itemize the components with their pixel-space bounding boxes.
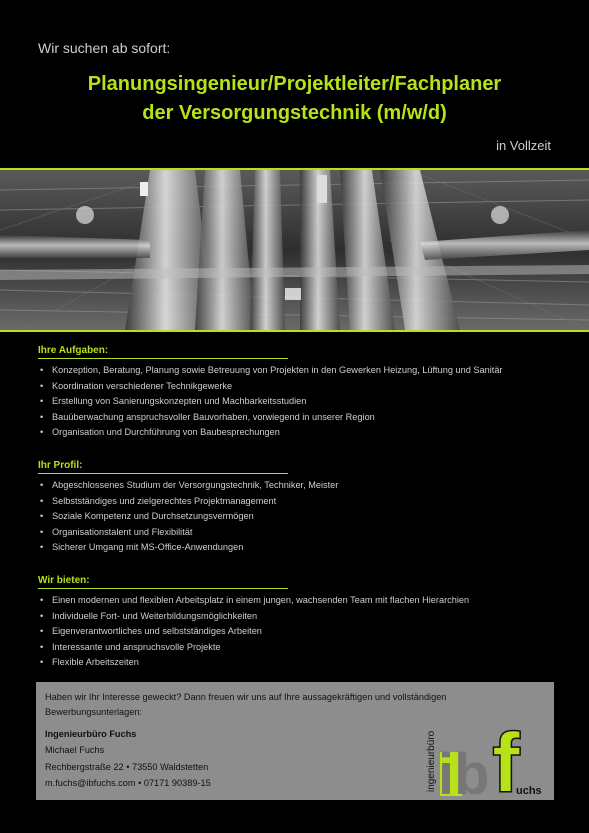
logo-word: uchs: [516, 785, 542, 797]
company-name: Ingenieurbüro Fuchs: [45, 729, 137, 739]
bullet-icon: •: [40, 365, 44, 375]
bullet-icon: •: [40, 526, 44, 537]
job-title-line-2: der Versorgungstechnik (m/w/d): [142, 102, 447, 124]
list-item: • Selbstständiges und zielgerechtes Projektmanagement: [38, 494, 558, 510]
bullet-icon: •: [40, 595, 44, 605]
offer-divider: [38, 588, 288, 589]
bullet-icon: •: [40, 511, 44, 522]
bullet-icon: •: [40, 427, 44, 438]
employment-type: in Vollzeit: [496, 138, 551, 153]
profile-divider: [38, 473, 288, 474]
tasks-list: [38, 363, 558, 441]
list-item: • Soziale Kompetenz und Durchsetzungsvermögen: [38, 509, 558, 525]
company-logo: [418, 712, 548, 798]
offer-heading: Wir bieten:: [38, 575, 90, 586]
bullet-icon: •: [40, 495, 44, 506]
list-item: • Eigenverantwortliches und selbstständiges Arbeiten: [38, 624, 558, 640]
list-item: • Flexible Arbeitszeiten: [38, 655, 558, 671]
bullet-icon: •: [40, 396, 44, 407]
offer-list: [38, 593, 558, 671]
list-item: • Interessante und anspruchsvolle Projekte: [38, 640, 558, 656]
list-item: • Einen modernen und flexiblen Arbeitsplatz in einem jungen, wachsenden Team mit flachen Hierarchien: [38, 593, 558, 609]
list-item: • Abgeschlossenes Studium der Versorgungstechnik, Techniker, Meister: [38, 478, 558, 494]
job-title: [0, 70, 589, 128]
bullet-icon: •: [40, 411, 44, 422]
profile-list: [38, 478, 558, 556]
contact-address: Rechbergstraße 22 • 73550 Waldstetten: [45, 762, 209, 772]
bullet-icon: •: [40, 480, 44, 490]
logo-f: f: [492, 716, 520, 798]
list-item: • Organisationstalent und Flexibilität: [38, 525, 558, 541]
bullet-icon: •: [40, 610, 44, 621]
list-item: • Individuelle Fort- und Weiterbildungsmöglichkeiten: [38, 609, 558, 625]
list-item: • Erstellung von Sanierungskonzepten und Machbarkeitsstudien: [38, 394, 558, 410]
list-item: • Organisation und Durchführung von Baubesprechungen: [38, 425, 558, 441]
list-item: • Konzeption, Beratung, Planung sowie Betreuung von Projekten in den Gewerken Heizung, Lüftung und Sanitär: [38, 363, 558, 379]
tasks-heading: Ihre Aufgaben:: [38, 345, 109, 356]
list-item: • Koordination verschiedener Technikgewerke: [38, 379, 558, 395]
ceiling-ducts-image: [0, 168, 589, 332]
list-item: • Bauüberwachung anspruchsvoller Bauvorhaben, vorwiegend in unserer Region: [38, 410, 558, 426]
contact-box: [36, 682, 554, 800]
logo-ib: ib: [438, 742, 490, 798]
bullet-icon: •: [40, 657, 44, 668]
bullet-icon: •: [40, 626, 44, 637]
bullet-icon: •: [40, 380, 44, 391]
contact-intro: Haben wir Ihr Interesse geweckt? Dann freuen wir uns auf Ihre aussagekräftigen und vollständigen Bewerbungsunterlagen:: [45, 692, 447, 717]
contact-email-phone[interactable]: m.fuchs@ibfuchs.com • 07171 90389-15: [45, 778, 211, 788]
bullet-icon: •: [40, 542, 44, 553]
bullet-icon: •: [40, 641, 44, 652]
contact-person: Michael Fuchs: [45, 745, 105, 755]
list-item: • Sicherer Umgang mit MS-Office-Anwendungen: [38, 540, 558, 556]
job-title-line-1: Planungsingenieur/Projektleiter/Fachplaner: [87, 73, 502, 95]
tasks-divider: [38, 358, 288, 359]
logo-vertical-text: ingenieurbüro: [426, 730, 437, 792]
intro-text: Wir suchen ab sofort:: [38, 40, 171, 56]
profile-heading: Ihr Profil:: [38, 460, 83, 471]
